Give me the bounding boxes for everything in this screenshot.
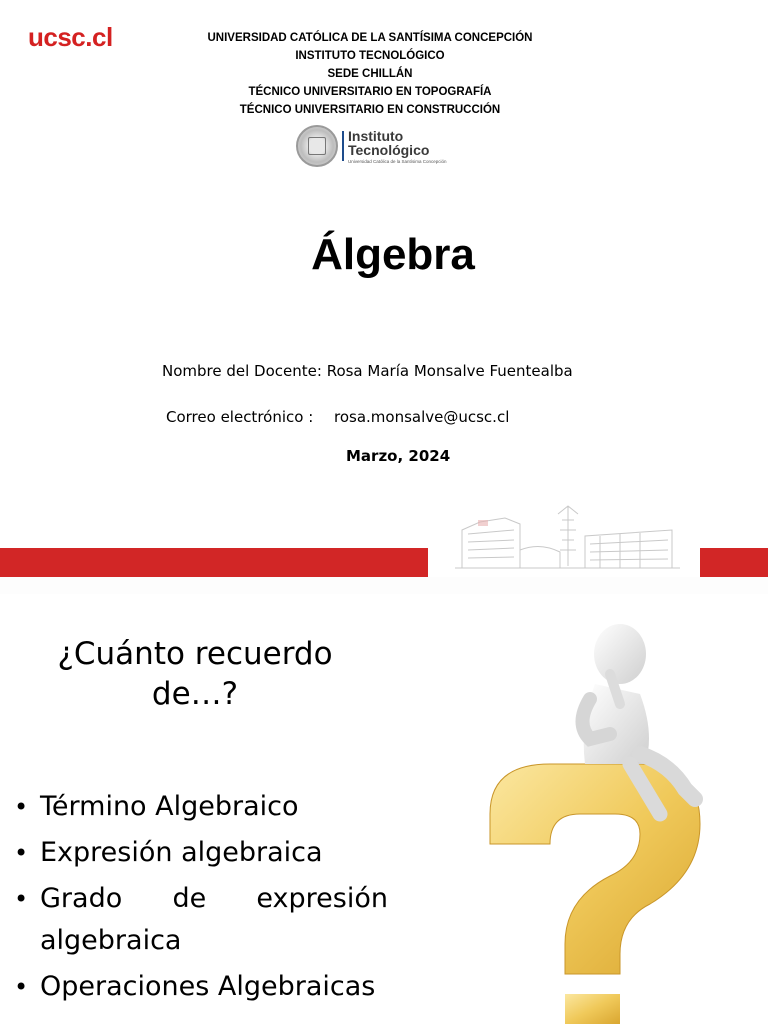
logo-divider	[342, 131, 344, 161]
content-slide	[0, 594, 768, 1024]
thinking-figure-icon	[470, 614, 710, 1024]
slide-separator	[0, 577, 768, 594]
ucsc-logo: ucsc.cl	[28, 22, 113, 52]
list-item: • Término Algebraico	[14, 786, 388, 828]
email-line	[166, 408, 509, 426]
list-item: • Expresión algebraica	[14, 832, 388, 874]
header-line: SEDE CHILLÁN	[327, 68, 413, 80]
logo-line-2: Tecnológico	[348, 142, 430, 158]
header-line: TÉCNICO UNIVERSITARIO EN CONSTRUCCIÓN	[239, 104, 501, 116]
topic-list	[14, 786, 388, 1012]
slide-title: Álgebra	[311, 230, 475, 279]
instituto-tecnologico-logo	[296, 125, 446, 169]
institution-header	[170, 29, 570, 119]
header-line: INSTITUTO TECNOLÓGICO	[295, 50, 445, 62]
list-item: • Operaciones Algebraicas	[14, 966, 388, 1008]
accent-bar-right	[700, 548, 768, 577]
email-value: rosa.monsalve@ucsc.cl	[334, 408, 510, 426]
question-line: de…?	[151, 676, 239, 712]
header-line: UNIVERSIDAD CATÓLICA DE LA SANTÍSIMA CONCEPCIÓN	[207, 32, 533, 44]
teacher-name: Nombre del Docente: Rosa María Monsalve Fuentealba	[162, 362, 573, 380]
list-item: • Grado de expresión algebraica	[14, 878, 388, 962]
email-label: Correo electrónico :	[166, 408, 314, 426]
accent-bar-left	[0, 548, 428, 577]
logo-line-1: Instituto	[348, 128, 404, 144]
campus-buildings-illustration	[450, 500, 685, 572]
question-heading	[40, 634, 350, 714]
question-line: ¿Cuánto recuerdo	[57, 636, 333, 672]
university-seal-icon	[296, 125, 338, 167]
date: Marzo, 2024	[346, 447, 451, 465]
header-line: TÉCNICO UNIVERSITARIO EN TOPOGRAFÍA	[248, 86, 492, 98]
logo-subline: Universidad Católica de la Santísima Concepción	[348, 159, 447, 164]
